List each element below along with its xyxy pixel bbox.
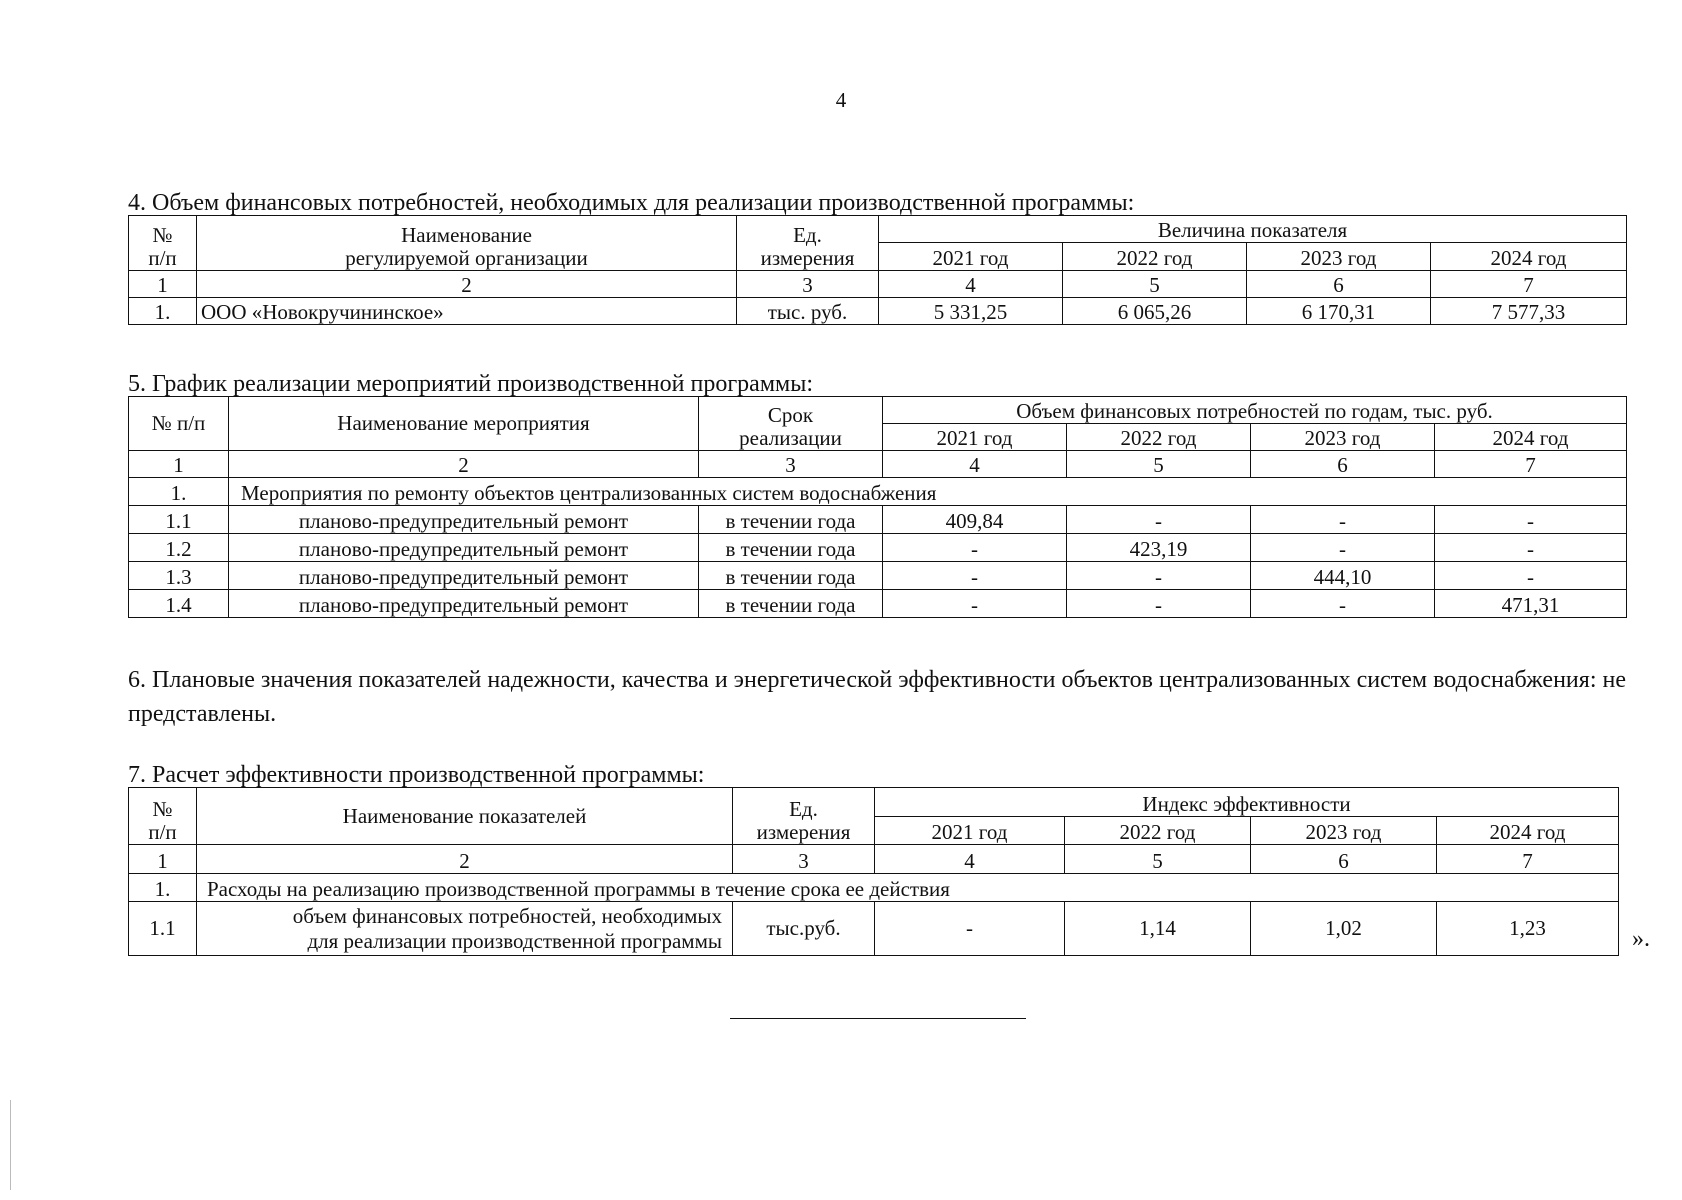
activity-term: в течении года [699, 590, 883, 618]
section-5-heading: 5. График реализации мероприятий производственной программы: [128, 371, 813, 397]
row-unit: тыс. руб. [737, 298, 879, 325]
value-2023: - [1251, 506, 1435, 534]
column-number: 5 [1063, 271, 1247, 298]
header-year: 2024 год [1437, 817, 1619, 845]
value-2022: 6 065,26 [1063, 298, 1247, 325]
section-4-heading: 4. Объем финансовых потребностей, необходимых для реализации производственной программы: [128, 190, 1135, 216]
header-indicator-name: Наименование показателей [197, 788, 733, 845]
row-num: 1.3 [129, 562, 229, 590]
value-2022: - [1067, 506, 1251, 534]
column-number: 3 [699, 451, 883, 478]
activity-name: планово-предупредительный ремонт [229, 590, 699, 618]
value-2023: 1,02 [1251, 902, 1437, 956]
value-2023: - [1251, 534, 1435, 562]
value-2021: 5 331,25 [879, 298, 1063, 325]
group-num: 1. [129, 478, 229, 506]
header-year: 2022 год [1065, 817, 1251, 845]
column-number: 4 [883, 451, 1067, 478]
table-row [129, 298, 1627, 325]
value-2024: - [1435, 534, 1627, 562]
activity-term: в течении года [699, 534, 883, 562]
org-name: ООО «Новокручининское» [197, 298, 737, 325]
financial-needs-table [128, 215, 1627, 325]
header-year: 2023 год [1251, 424, 1435, 451]
row-num: 1.2 [129, 534, 229, 562]
value-2021: - [883, 534, 1067, 562]
value-2022: - [1067, 562, 1251, 590]
value-2021: - [883, 562, 1067, 590]
activity-name: планово-предупредительный ремонт [229, 562, 699, 590]
efficiency-table [128, 787, 1619, 956]
group-row [129, 874, 1619, 902]
row-num: 1.1 [129, 902, 197, 956]
header-term: Срок реализации [699, 397, 883, 451]
value-2024: 1,23 [1437, 902, 1619, 956]
value-2022: - [1067, 590, 1251, 618]
header-year: 2023 год [1251, 817, 1437, 845]
header-year: 2021 год [875, 817, 1065, 845]
value-2024: - [1435, 506, 1627, 534]
header-year: 2022 год [1067, 424, 1251, 451]
value-2021: 409,84 [883, 506, 1067, 534]
column-number: 7 [1431, 271, 1627, 298]
header-activity-name: Наименование мероприятия [229, 397, 699, 451]
activity-term: в течении года [699, 562, 883, 590]
table-row [129, 562, 1627, 590]
column-number: 5 [1067, 451, 1251, 478]
scan-margin-line [10, 1100, 11, 1190]
table-row [129, 534, 1627, 562]
closing-quote-mark: ». [1632, 926, 1650, 952]
section-6-text: 6. Плановые значения показателей надежности, качества и энергетической эффективности объектов централизованных систем водоснабжения: не представлены. [128, 667, 1626, 727]
column-number: 7 [1437, 845, 1619, 874]
value-2023: - [1251, 590, 1435, 618]
value-2024: 471,31 [1435, 590, 1627, 618]
schedule-table [128, 396, 1627, 618]
value-2022: 1,14 [1065, 902, 1251, 956]
activity-term: в течении года [699, 506, 883, 534]
table-row [129, 902, 1619, 956]
value-2023: 6 170,31 [1247, 298, 1431, 325]
activity-name: планово-предупредительный ремонт [229, 534, 699, 562]
column-number: 6 [1247, 271, 1431, 298]
table-row [129, 590, 1627, 618]
column-number: 4 [875, 845, 1065, 874]
header-unit: Ед. измерения [733, 788, 875, 845]
row-num: 1.4 [129, 590, 229, 618]
header-value: Величина показателя [879, 216, 1627, 243]
column-number: 1 [129, 845, 197, 874]
column-number: 6 [1251, 451, 1435, 478]
column-number: 6 [1251, 845, 1437, 874]
section-7-heading: 7. Расчет эффективности производственной программы: [128, 762, 705, 788]
column-number: 2 [197, 271, 737, 298]
value-2022: 423,19 [1067, 534, 1251, 562]
group-title: Мероприятия по ремонту объектов централизованных систем водоснабжения [229, 478, 1627, 506]
header-year: 2024 год [1435, 424, 1627, 451]
column-number: 1 [129, 451, 229, 478]
column-number: 5 [1065, 845, 1251, 874]
column-number: 2 [229, 451, 699, 478]
column-number: 2 [197, 845, 733, 874]
row-num: 1.1 [129, 506, 229, 534]
row-num: 1. [129, 298, 197, 325]
group-title: Расходы на реализацию производственной программы в течение срока ее действия [197, 874, 1619, 902]
header-year: 2024 год [1431, 243, 1627, 271]
value-2024: 7 577,33 [1431, 298, 1627, 325]
header-year: 2023 год [1247, 243, 1431, 271]
header-year: 2022 год [1063, 243, 1247, 271]
group-row [129, 478, 1627, 506]
header-unit: Ед. измерения [737, 216, 879, 271]
end-separator-line [730, 1018, 1026, 1019]
row-unit: тыс.руб. [733, 902, 875, 956]
value-2021: - [875, 902, 1065, 956]
table-row [129, 506, 1627, 534]
header-index: Индекс эффективности [875, 788, 1619, 817]
header-num: № п/п [129, 397, 229, 451]
page-number: 4 [835, 88, 847, 112]
header-year: 2021 год [879, 243, 1063, 271]
activity-name: планово-предупредительный ремонт [229, 506, 699, 534]
indicator-name: объем финансовых потребностей, необходимых для реализации производственной программы [197, 902, 733, 956]
header-num: № п/п [129, 788, 197, 845]
column-number: 4 [879, 271, 1063, 298]
value-2023: 444,10 [1251, 562, 1435, 590]
header-num: № п/п [129, 216, 197, 271]
header-org-name: Наименование регулируемой организации [197, 216, 737, 271]
header-year: 2021 год [883, 424, 1067, 451]
column-number: 1 [129, 271, 197, 298]
column-number: 3 [733, 845, 875, 874]
value-2021: - [883, 590, 1067, 618]
group-num: 1. [129, 874, 197, 902]
value-2024: - [1435, 562, 1627, 590]
header-volume: Объем финансовых потребностей по годам, тыс. руб. [883, 397, 1627, 424]
column-number: 7 [1435, 451, 1627, 478]
column-number: 3 [737, 271, 879, 298]
